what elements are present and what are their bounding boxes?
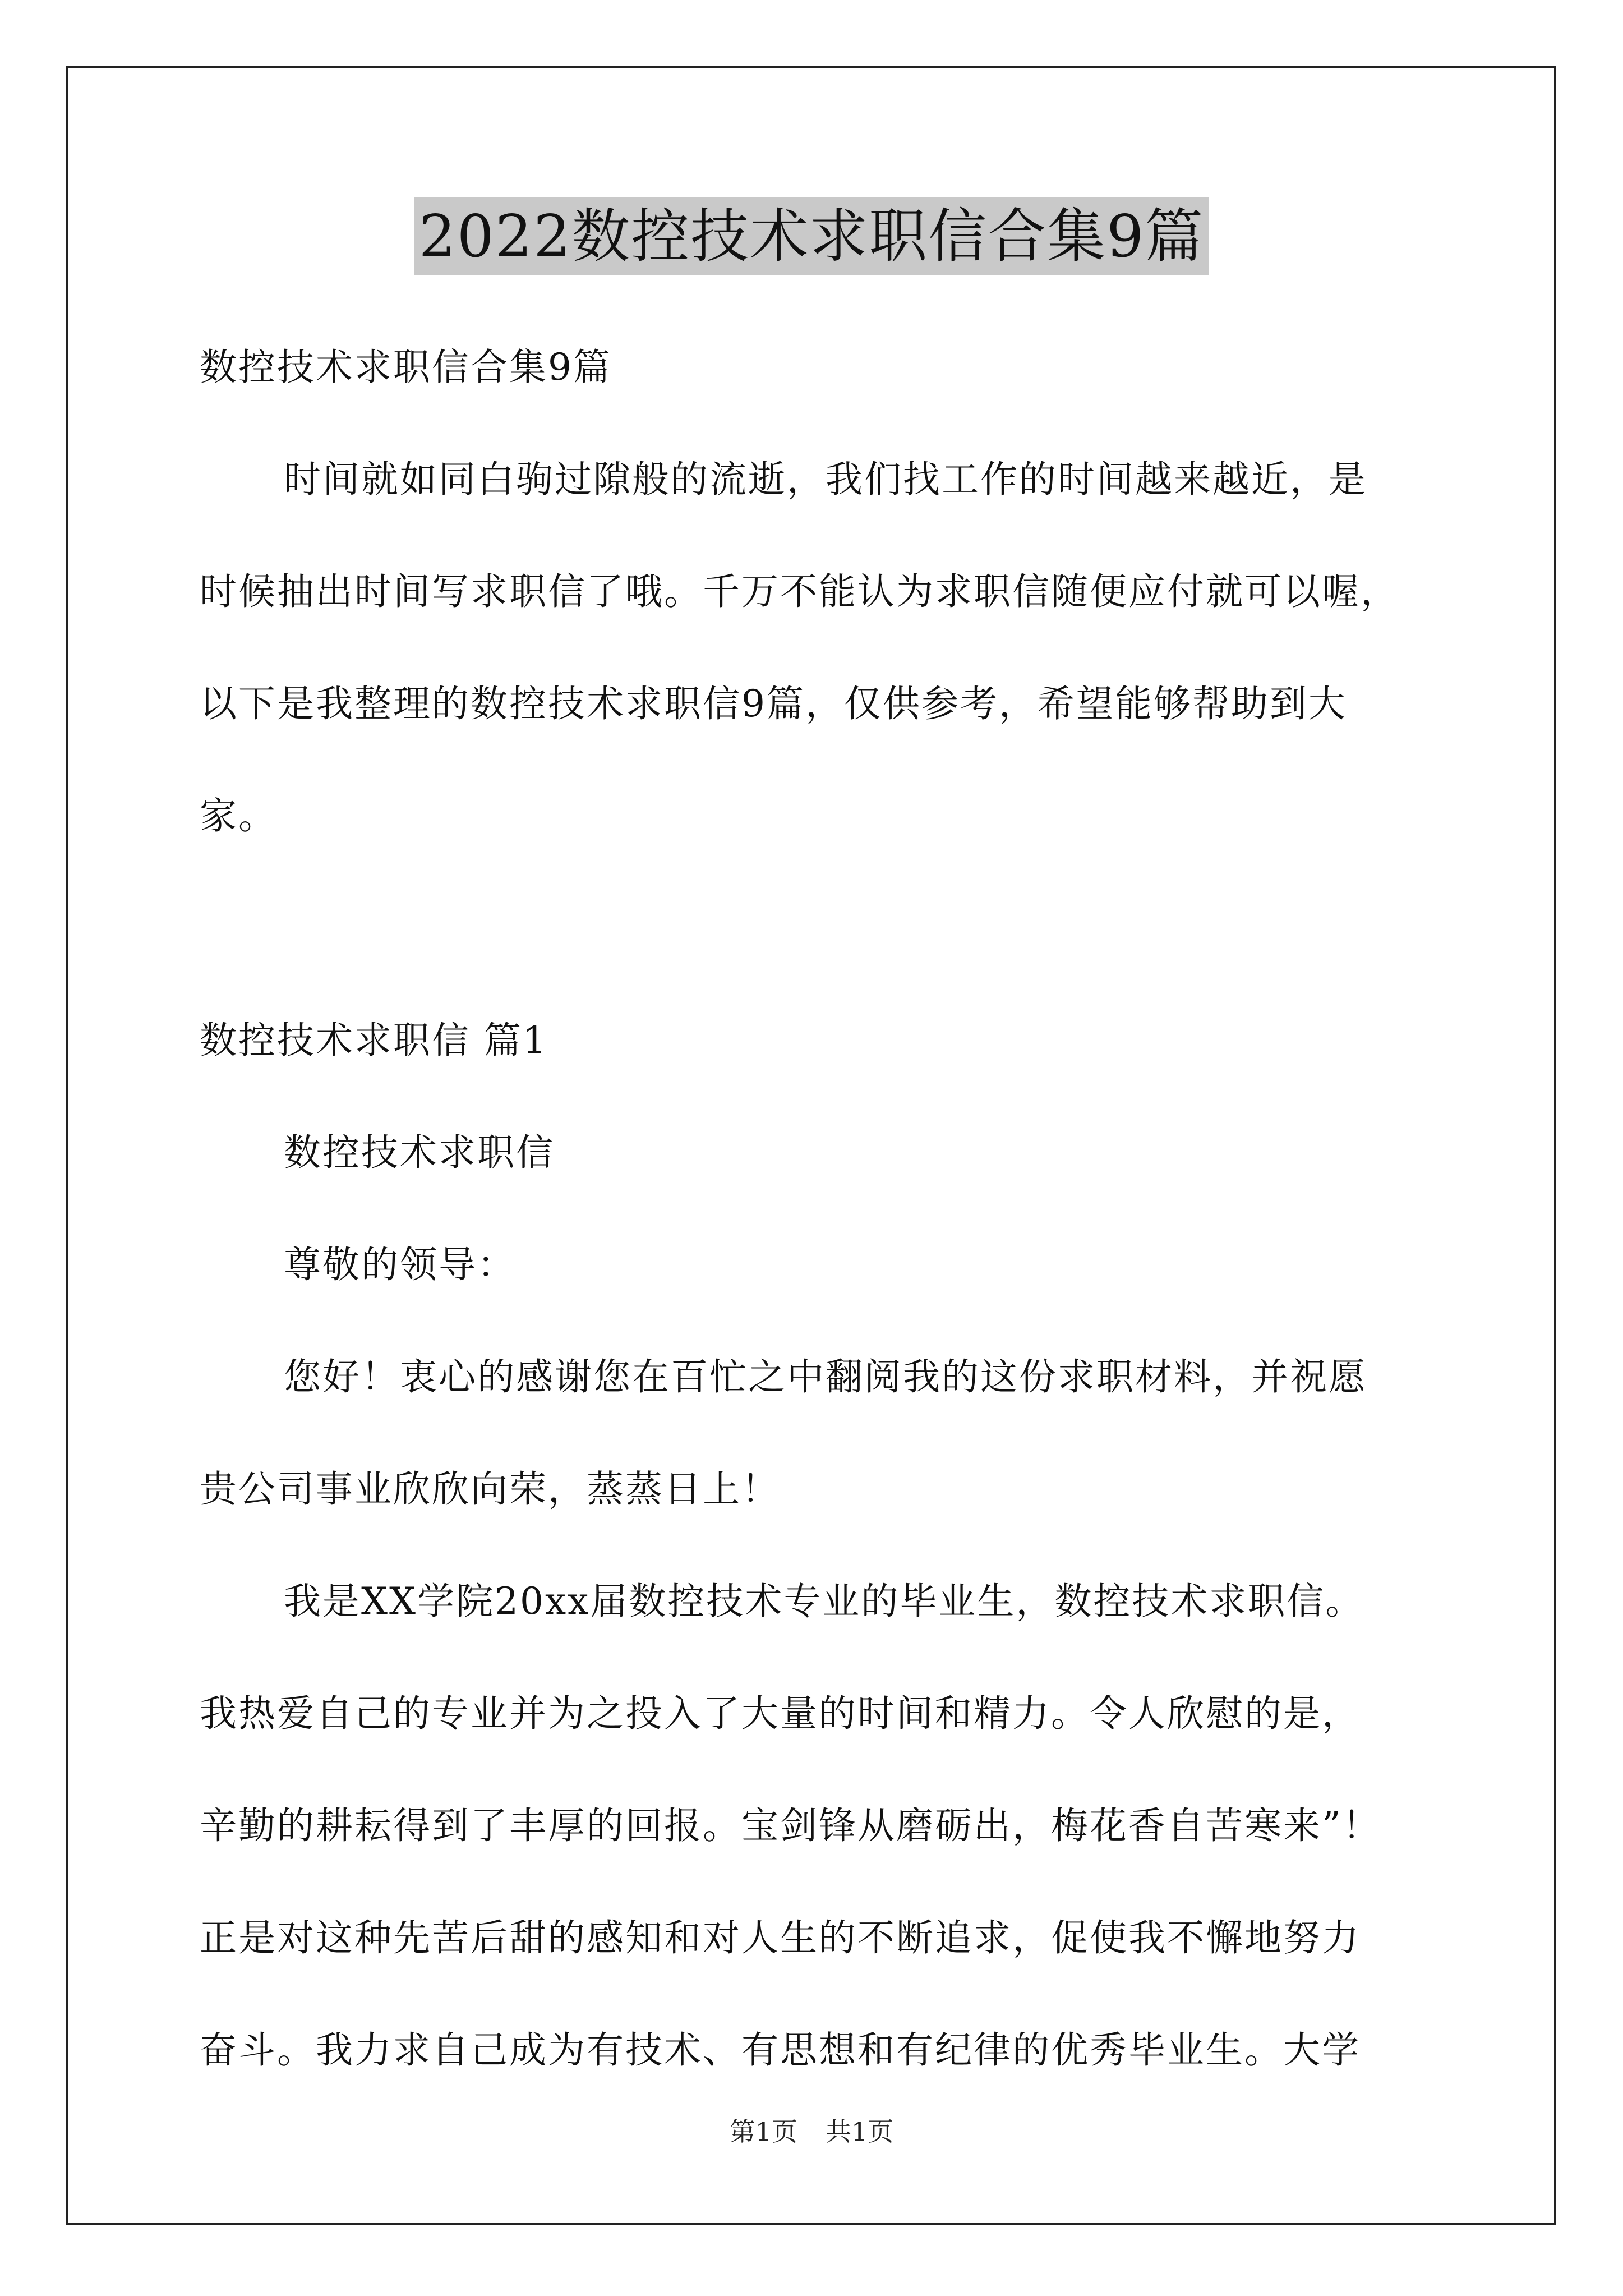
document-body xyxy=(200,311,1433,2106)
intro-line: 家。 xyxy=(200,794,277,838)
salutation: 尊敬的领导： xyxy=(284,1243,516,1286)
paragraph-line: 辛勤的耕耘得到了丰厚的回报。宝剑锋从磨砺出，梅花香自苦寒来”！ xyxy=(200,1804,1381,1847)
paragraph-line: 您好！衷心的感谢您在百忙之中翻阅我的这份求职材料，并祝愿 xyxy=(284,1355,1367,1398)
paragraph-line: 奋斗。我力求自己成为有技术、有思想和有纪律的优秀毕业生。大学 xyxy=(200,2028,1361,2072)
paragraph-line: 正是对这种先苦后甜的感知和对人生的不断追求，促使我不懈地努力 xyxy=(200,1916,1361,1959)
section-heading: 数控技术求职信 篇1 xyxy=(200,1019,548,1062)
paragraph-line: 我是XX学院20xx届数控技术专业的毕业生，数控技术求职信。 xyxy=(284,1580,1364,1623)
intro-line: 以下是我整理的数控技术求职信9篇，仅供参考，希望能够帮助到大 xyxy=(200,682,1347,725)
document-title: 2022数控技术求职信合集9篇 xyxy=(414,197,1209,275)
subtitle: 数控技术求职信合集9篇 xyxy=(200,346,612,389)
paragraph-line: 我热爱自己的专业并为之投入了大量的时间和精力。令人欣慰的是， xyxy=(200,1692,1361,1735)
letter-title: 数控技术求职信 xyxy=(284,1131,555,1174)
page-number: 第1页 xyxy=(729,2116,797,2147)
paragraph-line: 贵公司事业欣欣向荣，蒸蒸日上！ xyxy=(200,1467,780,1511)
page-total: 共1页 xyxy=(826,2116,894,2147)
intro-line: 时候抽出时间写求职信了哦。千万不能认为求职信随便应付就可以喔， xyxy=(200,570,1399,613)
blank-line xyxy=(200,872,1433,984)
intro-line: 时间就如同白驹过隙般的流逝，我们找工作的时间越来越近，是 xyxy=(284,458,1367,501)
title-wrap xyxy=(0,197,1623,275)
page-footer xyxy=(0,2115,1623,2148)
